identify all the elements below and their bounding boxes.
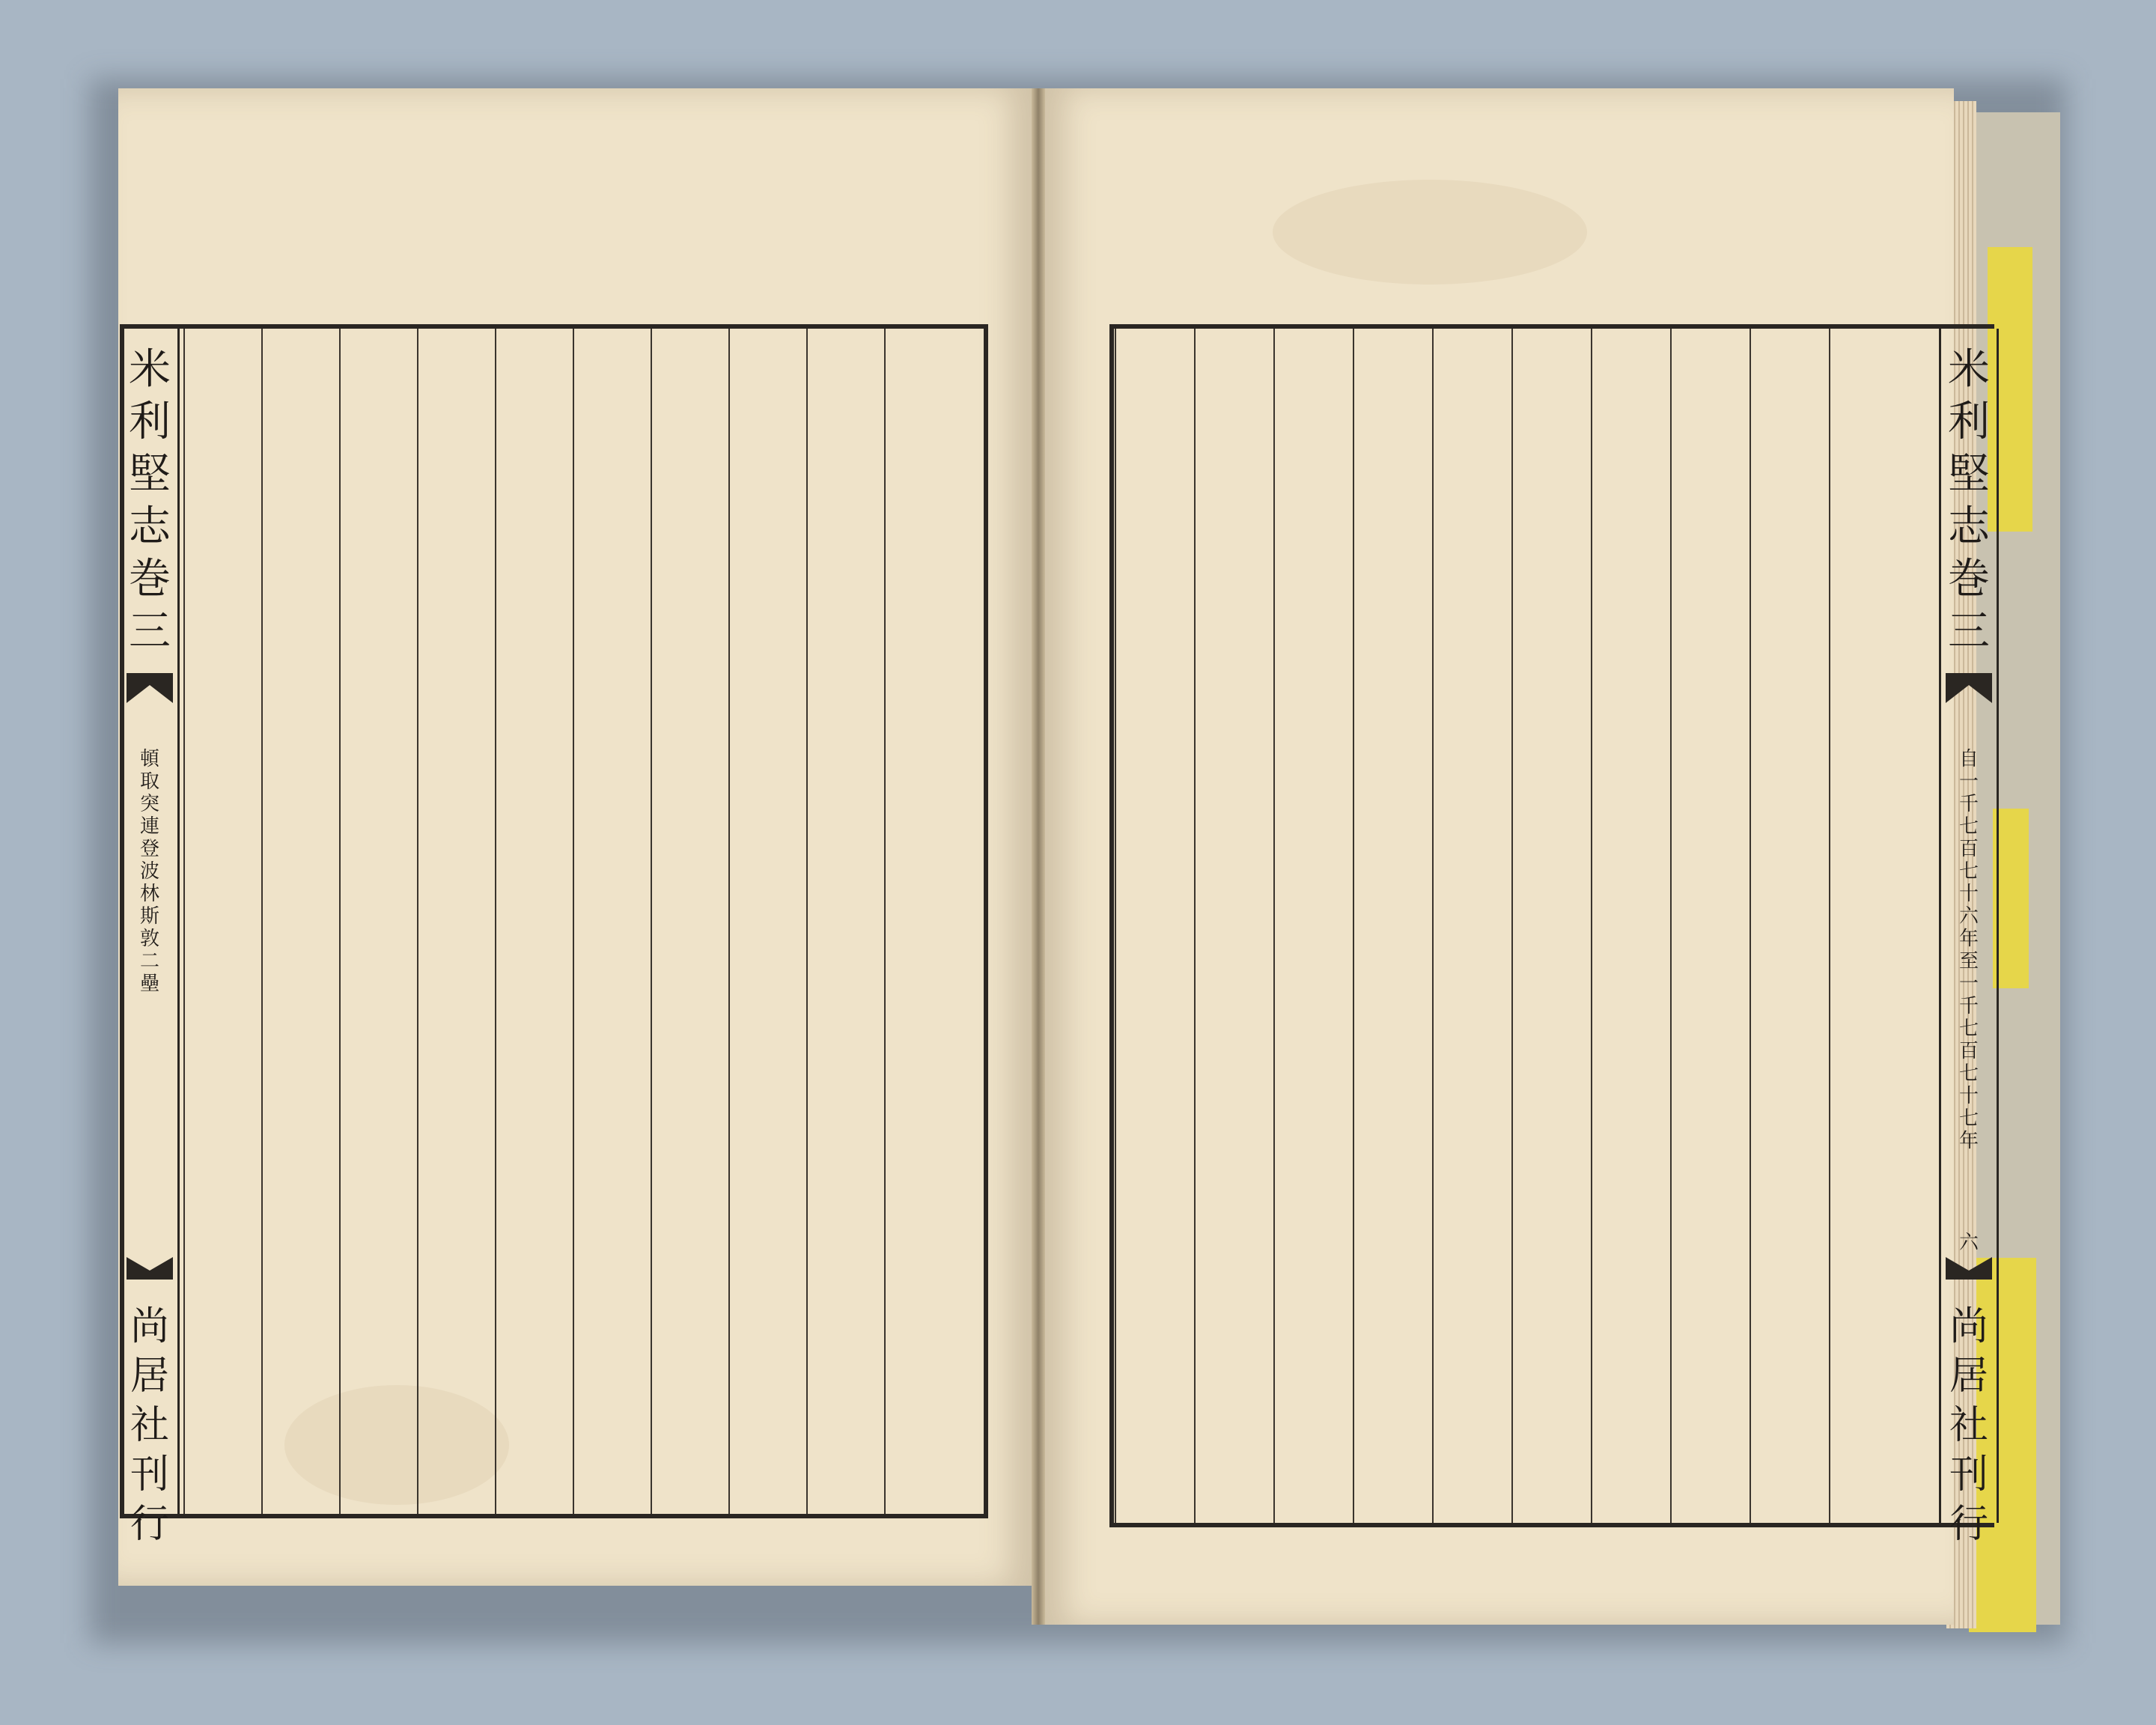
- hashira-note-char: 一: [1958, 973, 1979, 995]
- column-rule: [417, 329, 418, 1514]
- right-text-column: [1292, 329, 1342, 1523]
- column-rule: [339, 329, 341, 1514]
- publisher-char: 居: [1949, 1354, 1988, 1399]
- right-text-column: [1768, 329, 1818, 1523]
- publisher-char: 行: [1949, 1502, 1988, 1547]
- left-text-frame: [120, 324, 988, 1547]
- hashira-note-char: 十: [1958, 1085, 1979, 1107]
- hashira-title-char: 利: [129, 398, 171, 446]
- hashira-note-char: 自: [1958, 748, 1979, 770]
- hashira-note-char: 頓: [139, 748, 159, 770]
- column-rule: [1829, 329, 1830, 1523]
- hashira-note-char: 年: [1958, 928, 1979, 950]
- hashira-note-char: 連: [139, 815, 159, 838]
- publisher-char: 尚: [1949, 1304, 1988, 1349]
- hashira-title-char: 米: [1948, 345, 1990, 394]
- left-text-column: [591, 329, 641, 1514]
- right-text-column: [1530, 329, 1580, 1523]
- publisher-char: 刊: [1949, 1452, 1988, 1497]
- left-text-column: [358, 329, 407, 1514]
- hashira-note-char: 七: [1958, 1062, 1979, 1085]
- publisher-char: 社: [130, 1403, 169, 1448]
- hashira-note-char: 取: [139, 770, 159, 793]
- hashira-note-char: 一: [1958, 770, 1979, 793]
- column-rule: [261, 329, 263, 1514]
- hashira-title-char: 利: [1948, 398, 1990, 446]
- right-text-column: [1213, 329, 1262, 1523]
- folio-number: 六: [1958, 1232, 1979, 1254]
- hashira-note-char: 七: [1958, 815, 1979, 838]
- hashira-note-char: 敦: [139, 928, 159, 950]
- left-text-column: [825, 329, 874, 1514]
- hashira-note-char: 年: [1958, 1130, 1979, 1152]
- right-text-column: [1848, 329, 1897, 1523]
- hashira-note-char: 千: [1958, 995, 1979, 1017]
- right-publisher: [1941, 1302, 1997, 1549]
- left-text-column: [202, 329, 252, 1514]
- hashira-title-char: 志: [129, 502, 171, 551]
- hashira-note-char: 二: [139, 950, 159, 973]
- right-hashira-note: [1941, 748, 1997, 1152]
- left-hashira-title: [122, 344, 177, 658]
- hashira-note-char: 突: [139, 793, 159, 815]
- column-rule: [1115, 329, 1116, 1523]
- fishtail-mark: [1946, 1257, 1992, 1280]
- hashira-title-char: 三: [1948, 607, 1990, 656]
- hashira-note-char: 波: [139, 860, 159, 883]
- hashira-note-char: 六: [1958, 905, 1979, 928]
- hashira-note-char: 百: [1958, 838, 1979, 860]
- column-rule: [728, 329, 730, 1514]
- hashira-note-char: 斯: [139, 905, 159, 928]
- left-text-column: [903, 329, 952, 1514]
- column-rule: [1670, 329, 1672, 1523]
- right-text-column: [1689, 329, 1738, 1523]
- left-text-column: [747, 329, 797, 1514]
- right-hashira: [1939, 329, 1999, 1547]
- fishtail-mark: [1946, 673, 1992, 703]
- hashira-note-char: 七: [1958, 1017, 1979, 1040]
- left-hashira-note: [122, 748, 177, 995]
- right-text-column: [1133, 329, 1183, 1523]
- right-hashira-title: [1941, 344, 1997, 658]
- fishtail-mark: [127, 1257, 173, 1280]
- left-hashira: [120, 329, 180, 1547]
- hashira-note-char: 十: [1958, 883, 1979, 905]
- column-rule: [884, 329, 886, 1514]
- hashira-title-char: 堅: [129, 450, 171, 499]
- column-rule: [495, 329, 496, 1514]
- left-text-column: [280, 329, 329, 1514]
- publisher-char: 行: [130, 1502, 169, 1547]
- hashira-note-char: 百: [1958, 1040, 1979, 1062]
- right-text-frame: [1109, 324, 1994, 1547]
- left-text-column: [669, 329, 719, 1514]
- fishtail-mark: [127, 673, 173, 703]
- hashira-title-char: 巻: [1948, 555, 1990, 603]
- hashira-note-char: 七: [1958, 860, 1979, 883]
- hashira-note-char: 林: [139, 883, 159, 905]
- right-text-column: [1610, 329, 1659, 1523]
- column-rule: [1511, 329, 1513, 1523]
- hashira-title-char: 巻: [129, 555, 171, 603]
- hashira-title-char: 米: [129, 345, 171, 394]
- column-rule: [806, 329, 808, 1514]
- column-rule: [1194, 329, 1196, 1523]
- column-rule: [1273, 329, 1275, 1523]
- column-rule: [1591, 329, 1592, 1523]
- hashira-title-char: 三: [129, 607, 171, 656]
- hashira-title-char: 志: [1948, 502, 1990, 551]
- hashira-note-char: 七: [1958, 1107, 1979, 1130]
- publisher-char: 居: [130, 1354, 169, 1399]
- hashira-title-char: 堅: [1948, 450, 1990, 499]
- publisher-char: 尚: [130, 1304, 169, 1349]
- column-rule: [651, 329, 652, 1514]
- right-text-column: [1451, 329, 1500, 1523]
- column-rule: [1432, 329, 1434, 1523]
- right-text-column: [1371, 329, 1421, 1523]
- left-text-column: [436, 329, 485, 1514]
- column-rule: [183, 329, 185, 1514]
- publisher-char: 刊: [130, 1452, 169, 1497]
- hashira-note-char: 千: [1958, 793, 1979, 815]
- publisher-char: 社: [1949, 1403, 1988, 1448]
- column-rule: [1750, 329, 1751, 1523]
- hashira-note-char: 至: [1958, 950, 1979, 973]
- column-rule: [573, 329, 574, 1514]
- paper-stain: [1273, 180, 1587, 285]
- book-gutter: [1032, 88, 1045, 1625]
- hashira-note-char: 登: [139, 838, 159, 860]
- hashira-note-char: 壘: [139, 973, 159, 995]
- left-text-column: [514, 329, 563, 1514]
- column-rule: [1353, 329, 1354, 1523]
- left-publisher: [122, 1302, 177, 1549]
